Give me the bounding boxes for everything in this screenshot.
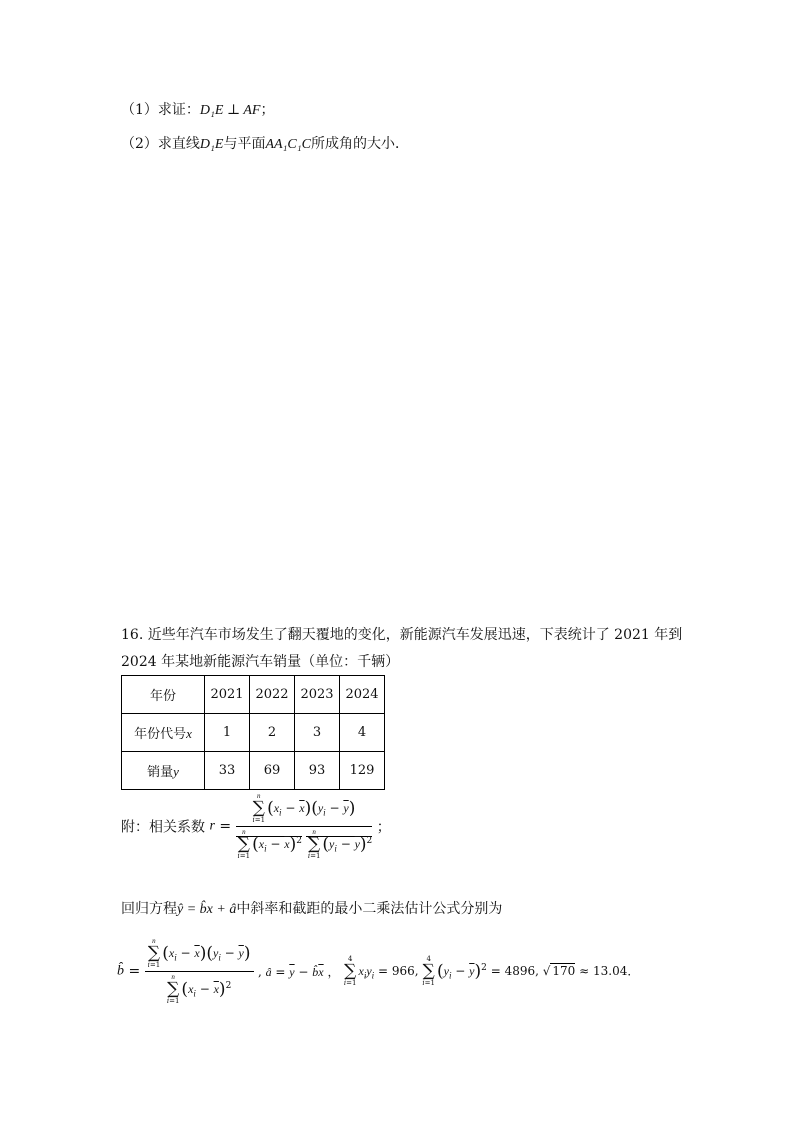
part2-b: 与平面 <box>223 136 266 152</box>
table-cell: 69 <box>250 752 295 790</box>
sales-table <box>121 675 385 790</box>
given-3: ≈ 13.04． <box>579 964 640 978</box>
table-cell: 2 <box>250 714 295 752</box>
table-row <box>122 752 385 790</box>
regression-line: 回归方程ŷ = b̂x + â中斜率和截距的最小二乘法估计公式分别为 <box>121 901 503 917</box>
note-end: ； <box>376 819 391 836</box>
table-cell: 4 <box>340 714 385 752</box>
correlation-formula: 附：相关系数 r = n ∑ i=1 $(x_i - \overline{x})(y_i - \overline{y})$ n ∑ i=1 $(x_i - \overline{x})^2$ n ∑ i=1 $(y_i - \overline{y})^2$ ； <box>121 792 391 860</box>
q15-part1 <box>121 99 274 119</box>
table-cell: 2022 <box>250 676 295 714</box>
table-row <box>122 676 385 714</box>
q15-part2 <box>121 133 409 153</box>
q16-line2: 2024 年某地新能源汽车销量（单位：千辆） <box>121 654 400 670</box>
note-prefix: 附：相关系数 <box>121 819 205 836</box>
reg-a: 回归方程 <box>121 901 177 917</box>
ls-formulas: b̂ = n ∑ i=1 $(x_i - \overline{x})(y_i - \overline{y})$ n ∑ i=1 $(x_i - \overline{x})^2$ , â = $\overline{y}$ − $b̂\overline{x}$ ， 4 ∑ i=1 $x_iy_i = 966$, 4 ∑ i=1 $(y_i - \overline{y})^2 = 4896$, √ 170 ≈ 13.04． <box>117 937 640 1005</box>
reg-b: 中斜率和截距的最小二乘法估计公式分别为 <box>236 901 503 917</box>
part1-math: D₁E ⊥ AF <box>199 103 261 118</box>
row-label-year: 年份 <box>122 676 205 714</box>
row-label-code: 年份代号x <box>122 714 205 752</box>
given-1: = 966, <box>378 964 419 978</box>
table-cell: 129 <box>340 752 385 790</box>
row-label-sales: 销量y <box>122 752 205 790</box>
table-cell: 2021 <box>205 676 250 714</box>
r-fraction: n ∑ i=1 $(x_i - \overline{x})(y_i - \overline{y})$ n ∑ i=1 $(x_i - \overline{x})^2$ n ∑ i=1 $(y_i - \overline{y})^2$ <box>237 792 373 860</box>
table-cell: 3 <box>295 714 340 752</box>
table-row <box>122 714 385 752</box>
part2-a: （2）求直线 <box>121 136 200 152</box>
part2-c: 所成角的大小． <box>310 136 409 152</box>
q16-line1: 16. 近些年汽车市场发生了翻天覆地的变化，新能源汽车发展迅速，下表统计了 2021 年到 <box>121 627 683 643</box>
b-fraction: n ∑ i=1 $(x_i - \overline{x})(y_i - \overline{y})$ n ∑ i=1 $(x_i - \overline{x})^2$ <box>145 938 254 1005</box>
table-cell: 93 <box>295 752 340 790</box>
part2-math2: AA₁C₁C <box>265 137 311 152</box>
sqrt-value: 170 <box>552 964 576 978</box>
part1-end: ； <box>260 102 275 118</box>
table-cell: 33 <box>205 752 250 790</box>
table-cell: 2024 <box>340 676 385 714</box>
table-cell: 2023 <box>295 676 340 714</box>
part1-label: （1）求证： <box>121 102 200 118</box>
given-2: = 4896, <box>490 964 539 978</box>
part2-math1: D₁E <box>199 137 224 152</box>
table-cell: 1 <box>205 714 250 752</box>
